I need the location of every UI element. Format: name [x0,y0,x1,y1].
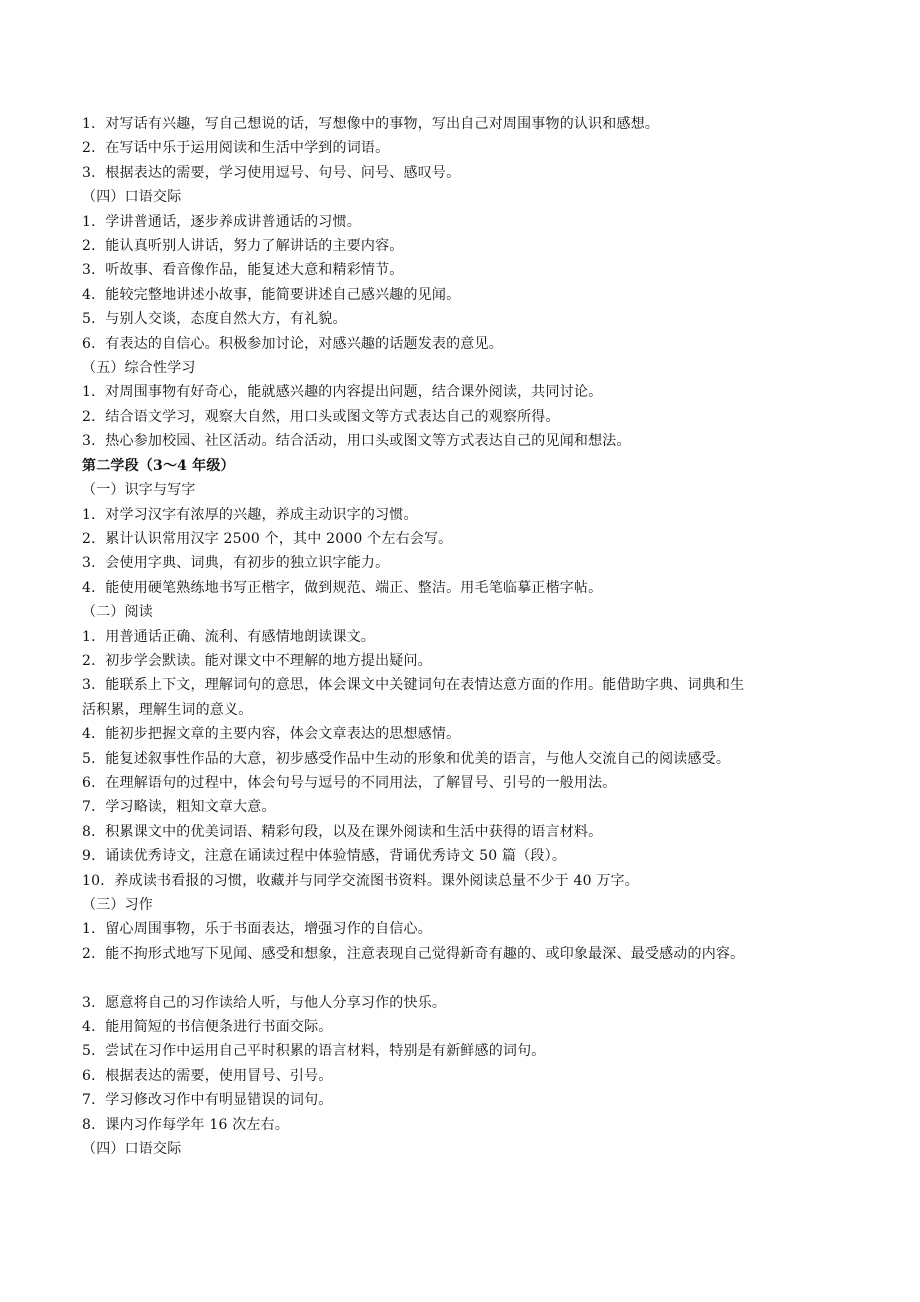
section-heading: 第二学段（3～4 年级） [82,457,235,474]
subsection-heading: （二）阅读 [82,604,153,621]
list-item: 2．能认真听别人讲话，努力了解讲话的主要内容。 [82,238,404,255]
list-item: 3．听故事、看音像作品，能复述大意和精彩情节。 [82,262,404,279]
subsection-heading: （一）识字与写字 [82,482,196,499]
list-item: 2．累计认识常用汉字 2500 个，其中 2000 个左右会写。 [82,530,453,547]
list-item: 4．能较完整地讲述小故事，能简要讲述自己感兴趣的见闻。 [82,286,461,303]
list-item: 3．会使用字典、词典，有初步的独立识字能力。 [82,555,390,572]
list-item: 5．能复述叙事性作品的大意，初步感受作品中生动的形象和优美的语言，与他人交流自己的阅读感受。 [82,750,731,767]
list-item: 1．学讲普通话，逐步养成讲普通话的习惯。 [82,213,361,230]
blank-line [82,966,842,990]
list-item: 2．能不拘形式地写下见闻、感受和想象，注意表现自己觉得新奇有趣的、或印象最深、最受感动的内容。 [82,945,745,962]
list-item: 1．留心周围事物，乐于书面表达，增强习作的自信心。 [82,921,432,938]
list-item: 2．初步学会默读。能对课文中不理解的地方提出疑问。 [82,652,432,669]
list-item: 6．有表达的自信心。积极参加讨论，对感兴趣的话题发表的意见。 [82,335,503,352]
list-item: 4．能初步把握文章的主要内容，体会文章表达的思想感情。 [82,726,461,743]
subsection-heading: （四）口语交际 [82,189,182,206]
list-item: 10．养成读书看报的习惯，收藏并与同学交流图书资料。课外阅读总量不少于 40 万字。 [82,872,639,889]
list-item: 7．学习略读，粗知文章大意。 [82,799,276,816]
list-item: 9．诵读优秀诗文，注意在诵读过程中体验情感，背诵优秀诗文 50 篇（段）。 [82,848,567,865]
subsection-heading: （五）综合性学习 [82,360,196,377]
list-item: 3．热心参加校园、社区活动。结合活动，用口头或图文等方式表达自己的见闻和想法。 [82,433,631,450]
list-item: 6．在理解语句的过程中，体会句号与逗号的不同用法，了解冒号、引号的一般用法。 [82,774,617,791]
subsection-heading: （三）习作 [82,897,153,913]
subsection-heading: （四）口语交际 [82,1141,182,1158]
list-item: 2．结合语文学习，观察大自然，用口头或图文等方式表达自己的观察所得。 [82,408,560,425]
list-item: 4．能用简短的书信便条进行书面交际。 [82,1019,333,1036]
list-item: 活积累，理解生词的意义。 [82,701,253,718]
list-item: 1．对周围事物有好奇心，能就感兴趣的内容提出问题，结合课外阅读，共同讨论。 [82,384,603,401]
list-item: 6．根据表达的需要，使用冒号、引号。 [82,1067,333,1084]
list-item: 8．积累课文中的优美词语、精彩句段，以及在课外阅读和生活中获得的语言材料。 [82,823,603,840]
list-item: 8．课内习作每学年 16 次左右。 [82,1116,290,1133]
list-item: 5．与别人交谈，态度自然大方，有礼貌。 [82,311,347,328]
list-item: 1．对写话有兴趣，写自己想说的话，写想像中的事物，写出自己对周围事物的认识和感想。 [82,116,660,132]
list-item: 3．根据表达的需要，学习使用逗号、句号、问号、感叹号。 [82,164,461,181]
document-page [82,112,842,1161]
list-item: 5．尝试在习作中运用自己平时积累的语言材料，特别是有新鲜感的词句。 [82,1043,546,1060]
list-item: 3．能联系上下文，理解词句的意思，体会课文中关键词句在表情达意方面的作用。能借助字典、词典和生 [82,677,745,694]
list-item: 7．学习修改习作中有明显错误的词句。 [82,1092,333,1109]
list-item: 3．愿意将自己的习作读给人听，与他人分享习作的快乐。 [82,994,447,1011]
list-item: 2．在写话中乐于运用阅读和生活中学到的词语。 [82,140,390,157]
list-item: 4．能使用硬笔熟练地书写正楷字，做到规范、端正、整洁。用毛笔临摹正楷字帖。 [82,579,603,596]
list-item: 1．用普通话正确、流利、有感情地朗读课文。 [82,628,376,645]
list-item: 1．对学习汉字有浓厚的兴趣，养成主动识字的习惯。 [82,506,418,523]
